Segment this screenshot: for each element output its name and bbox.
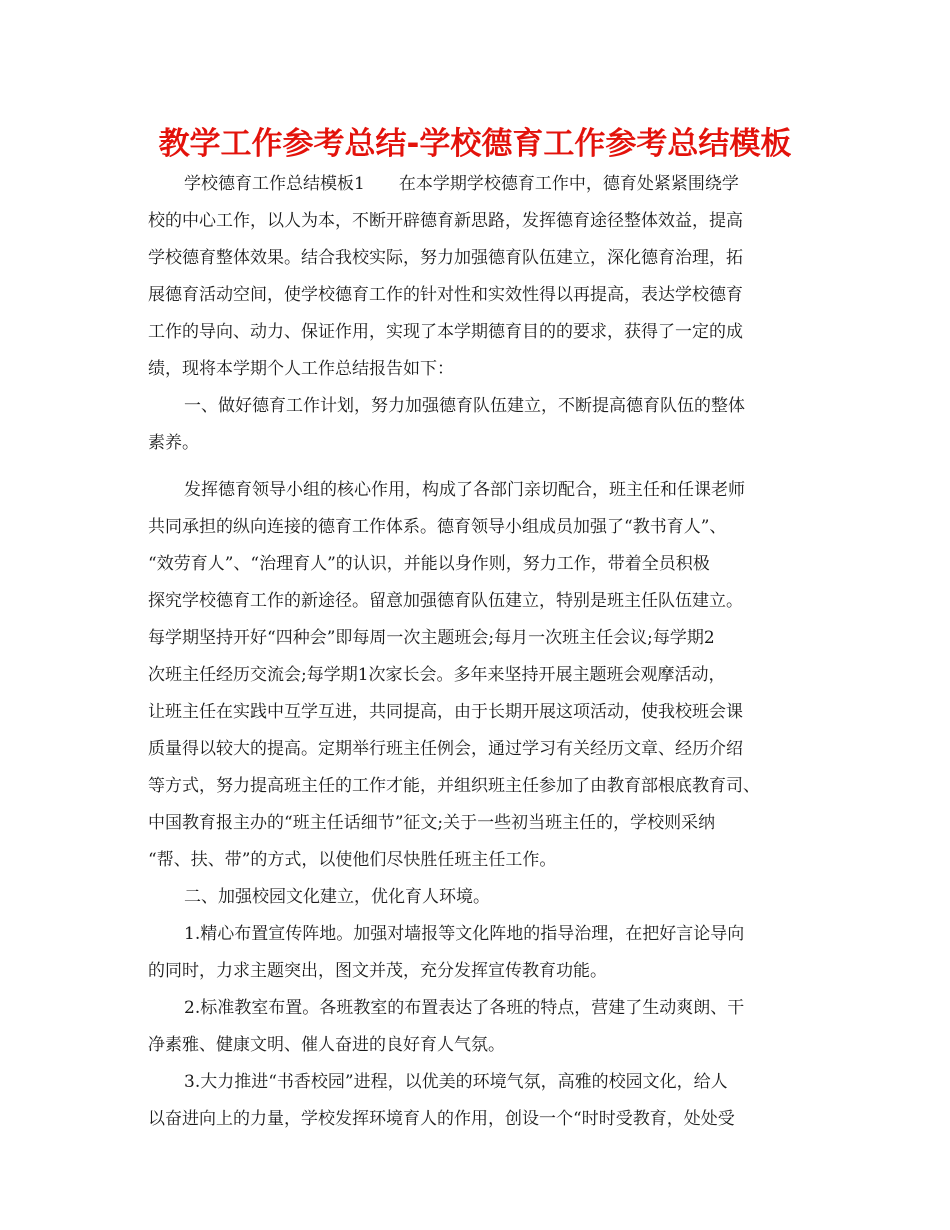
text-line: 净素雅、健康文明、催人奋进的良好育人气氛。 [148, 1035, 505, 1055]
text-line: 探究学校德育工作的新途径。留意加强德育队伍建立，特别是班主任队伍建立。 [148, 591, 743, 611]
text-line: 共同承担的纵向连接的德育工作体系。德育领导小组成员加强了“教书育人”、 [148, 517, 727, 537]
document-body [148, 166, 808, 1138]
text-line: 次班主任经历交流会;每学期1次家长会。多年来坚持开展主题班会观摩活动， [148, 665, 726, 685]
section-heading-line: 一、做好德育工作计划，努力加强德育队伍建立，不断提高德育队伍的整体 [184, 396, 745, 416]
text-line: 中国教育报主办的“班主任话细节”征文;关于一些初当班主任的，学校则采纳 [148, 813, 716, 833]
text-line: 工作的导向、动力、保证作用，实现了本学期德育目的的要求，获得了一定的成 [148, 322, 743, 342]
text-line: “效劳育人”、“治理育人”的认识，并能以身作则，努力工作，带着全员积极 [148, 554, 710, 574]
text-line: 学校德育整体效果。结合我校实际，努力加强德育队伍建立，深化德育治理，拓 [148, 248, 743, 268]
text-line: 绩，现将本学期个人工作总结报告如下： [148, 359, 454, 379]
text-line: 质量得以较大的提高。定期举行班主任例会，通过学习有关经历文章、经历介绍 [148, 739, 743, 759]
text-line: 1.精心布置宣传阵地。加强对墙报等文化阵地的指导治理，在把好言论导向 [184, 924, 745, 944]
section-heading-line: 二、加强校园文化建立，优化育人环境。 [184, 887, 490, 907]
text-line: 发挥德育领导小组的核心作用，构成了各部门亲切配合，班主任和任课老师 [184, 480, 745, 500]
text-line: 学校德育工作总结模板1 在本学期学校德育工作中，德育处紧紧围绕学 [184, 174, 739, 194]
text-line: 2.标准教室布置。各班教室的布置表达了各班的特点，营建了生动爽朗、干 [184, 998, 745, 1018]
text-line: “帮、扶、带”的方式，以使他们尽快胜任班主任工作。 [148, 850, 557, 870]
text-line: 每学期坚持开好“四种会”即每周一次主题班会;每月一次班主任会议;每学期2 [148, 628, 715, 648]
text-line: 校的中心工作，以人为本，不断开辟德育新思路，发挥德育途径整体效益，提高 [148, 211, 743, 231]
paragraph-gap [148, 462, 808, 472]
text-line: 以奋进向上的力量，学校发挥环境育人的作用，创设一个“时时受教育，处处受 [148, 1109, 735, 1129]
document-title: 教学工作参考总结-学校德育工作参考总结模板 [158, 126, 792, 162]
section-heading-line: 素养。 [148, 433, 199, 453]
text-line: 的同时，力求主题突出，图文并茂，充分发挥宣传教育功能。 [148, 961, 607, 981]
text-line: 展德育活动空间，使学校德育工作的针对性和实效性得以再提高，表达学校德育 [148, 285, 743, 305]
text-line: 等方式，努力提高班主任的工作才能，并组织班主任参加了由教育部根底教育司、 [148, 776, 760, 796]
text-line: 3.大力推进“书香校园”进程，以优美的环境气氛，高雅的校园文化，给人 [184, 1072, 728, 1092]
text-line: 让班主任在实践中互学互进，共同提高，由于长期开展这项活动，使我校班会课 [148, 702, 743, 722]
